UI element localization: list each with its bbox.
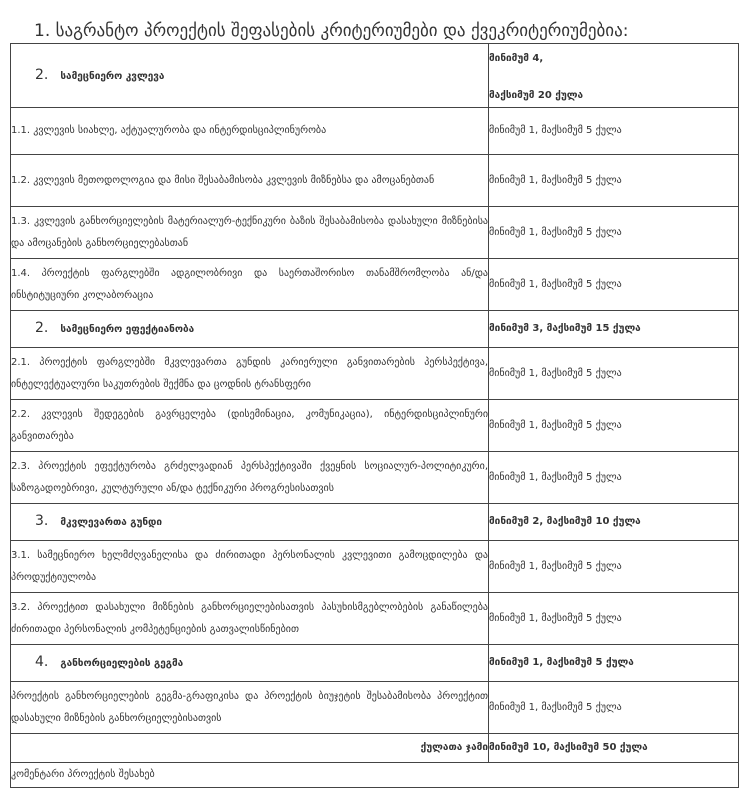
comment-row <box>11 763 739 788</box>
criterion-score: მინიმუმ 1, მაქსიმუმ 5 ქულა <box>489 259 739 311</box>
total-row <box>11 734 739 763</box>
section-header-effectiveness <box>11 311 739 348</box>
criteria-table <box>10 43 739 788</box>
criterion-score: მინიმუმ 1, მაქსიმუმ 5 ქულა <box>489 108 739 155</box>
criterion-text: 2.3. პროექტის ეფექტურობა გრძელვადიან პერსპექტივაში ქვეყნის სოციალურ-პოლიტიკური, საზოგადოებრივი, კულტურული ან/და ტექნიკური პროგრესისათვის <box>11 452 489 504</box>
criterion-text: 3.1. სამეცნიერო ხელმძღვანელისა და ძირითადი პერსონალის კვლევითი გამოცდილება და პროდუქტიულობა <box>11 541 489 593</box>
criterion-score: მინიმუმ 1, მაქსიმუმ 5 ქულა <box>489 682 739 734</box>
criterion-text: 2.1. პროექტის ფარგლებში მკვლევართა გუნდის კარიერული განვითარების პერსპექტივა, ინტელექტუალური საკუთრების შექმნა და ცოდნის ტრანსფერი <box>11 348 489 400</box>
total-score: მინიმუმ 10, მაქსიმუმ 50 ქულა <box>489 734 739 763</box>
criterion-score: მინიმუმ 1, მაქსიმუმ 5 ქულა <box>489 541 739 593</box>
criterion-text: 1.4. პროექტის ფარგლებში ადგილობრივი და საერთაშორისო თანამშრომლობა ან/და ინსტიტუციური კოლაბორაცია <box>11 259 489 311</box>
page-title: 1. საგრანტო პროექტის შეფასების კრიტერიუმები და ქვეკრიტერიუმებია: <box>34 21 629 41</box>
section-number: 2. <box>35 66 49 83</box>
section-number: 4. <box>35 654 49 670</box>
section-title: სამეცნიერო ეფექტიანობა <box>60 324 195 335</box>
table-row <box>11 400 739 452</box>
criterion-score: მინიმუმ 1, მაქსიმუმ 5 ქულა <box>489 452 739 504</box>
table-row <box>11 259 739 311</box>
section-title: განხორციელების გეგმა <box>60 658 184 669</box>
section-number: 3. <box>35 513 49 529</box>
criterion-text: პროექტის განხორციელების გეგმა-გრაფიკისა და პროექტის ბიუჯეტის შესაბამისობა პროექტით დასახული მიზნების განხორციელებისათვის <box>11 682 489 734</box>
criterion-score: მინიმუმ 1, მაქსიმუმ 5 ქულა <box>489 155 739 207</box>
criterion-score: მინიმუმ 1, მაქსიმუმ 5 ქულა <box>489 400 739 452</box>
criterion-text: 1.2. კვლევის მეთოდოლოგია და მისი შესაბამისობა კვლევის მიზნებსა და ამოცანებთან <box>11 155 489 207</box>
section-score: მინიმუმ 2, მაქსიმუმ 10 ქულა <box>489 504 739 541</box>
section-score: მინიმუმ 1, მაქსიმუმ 5 ქულა <box>489 645 739 682</box>
section-score: მინიმუმ 3, მაქსიმუმ 15 ქულა <box>489 311 739 348</box>
total-label: ქულათა ჯამი <box>11 734 489 763</box>
table-row <box>11 348 739 400</box>
section-header-team <box>11 504 739 541</box>
criterion-score: მინიმუმ 1, მაქსიმუმ 5 ქულა <box>489 593 739 645</box>
section-number: 2. <box>35 320 49 336</box>
criterion-score: მინიმუმ 1, მაქსიმუმ 5 ქულა <box>489 348 739 400</box>
comment-label: კომენტარი პროექტის შესახებ <box>11 763 739 788</box>
section-title: სამეცნიერო კვლევა <box>60 70 165 82</box>
criterion-text: 2.2. კვლევის შედეგების გავრცელება (დისემინაცია, კომუნიკაცია), ინტერდისციპლინური განვითარება <box>11 400 489 452</box>
criterion-text: 1.3. კვლევის განხორციელების მატერიალურ-ტექნიკური ბაზის შესაბამისობა დასახული მიზნებისა და ამოცანების განხორციელებასთან <box>11 207 489 259</box>
table-row <box>11 452 739 504</box>
section-header-plan <box>11 645 739 682</box>
table-row <box>11 155 739 207</box>
table-row <box>11 593 739 645</box>
table-row <box>11 108 739 155</box>
criterion-text: 1.1. კვლევის სიახლე, აქტუალურობა და ინტერდისციპლინურობა <box>11 108 489 155</box>
table-row <box>11 207 739 259</box>
section-title: მკვლევართა გუნდი <box>60 517 163 528</box>
section-score-max: მაქსიმუმ 20 ქულა <box>489 90 584 101</box>
section-score-min: მინიმუმ 4, <box>489 53 544 64</box>
section-header-research <box>11 44 739 108</box>
criterion-score: მინიმუმ 1, მაქსიმუმ 5 ქულა <box>489 207 739 259</box>
table-row <box>11 682 739 734</box>
table-row <box>11 541 739 593</box>
criterion-text: 3.2. პროექტით დასახული მიზნების განხორციელებისათვის პასუხისმგებლობების განაწილება ძირითადი პერსონალის კომპეტენციების გათვალისწინებით <box>11 593 489 645</box>
